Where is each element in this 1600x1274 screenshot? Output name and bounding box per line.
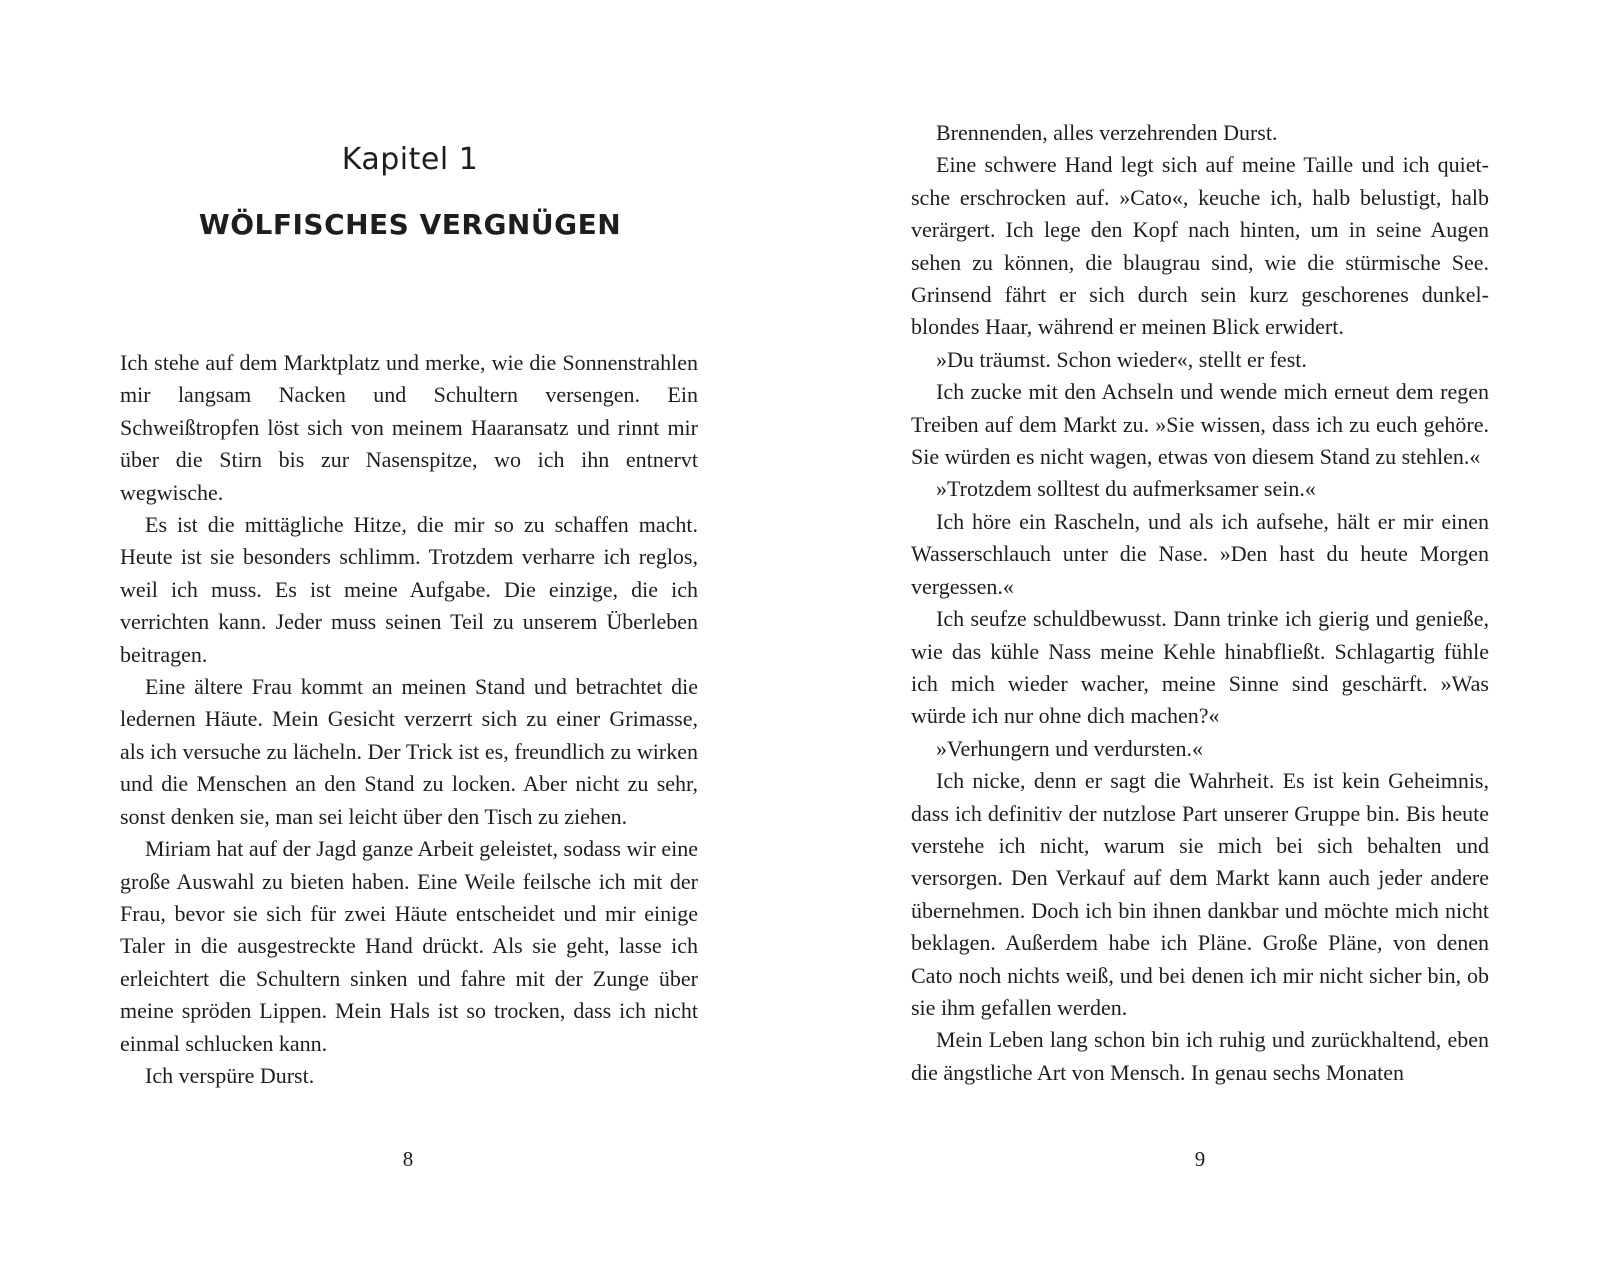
paragraph: Mein Leben lang schon bin ich ruhig und zurückhaltend, eben die ängstliche Art von Mensch. In genau sechs Monaten	[911, 1027, 1489, 1085]
page-number-left: 8	[402, 1147, 414, 1171]
paragraph: Es ist die mittägliche Hitze, die mir so zu schaffen macht. Heute ist sie besonders schlimm. Trotzdem verharre ich reglos, weil ich muss. Es ist meine Aufgabe. Die einzige, die ich verrichten kann. Jeder muss seinen Teil zu unserem Überleben beitragen.	[120, 512, 698, 667]
paragraph: »Trotzdem solltest du aufmerksamer sein.«	[936, 476, 1316, 502]
page-number-right: 9	[1194, 1147, 1206, 1171]
paragraph: »Du träumst. Schon wieder«, stellt er fest.	[936, 346, 1307, 372]
paragraph: Miriam hat auf der Jagd ganze Arbeit geleistet, sodass wir eine große Auswahl zu bieten haben. Eine Weile feilsche ich mit der Frau, bevor sie sich für zwei Häute entscheidet und mir einige Taler in die ausgestreckte Hand drückt. Als sie geht, lasse ich erleichtert die Schultern sinken und fahre mit der Zunge über meine spröden Lippen. Mein Hals ist so trocken, dass ich nicht einmal schlucken kann.	[120, 836, 698, 1056]
left-page-text	[120, 347, 698, 1092]
paragraph: Ich seufze schuldbewusst. Dann trinke ich gierig und genieße, wie das kühle Nass meine Kehle hinabfließt. Schlagartig fühle ich mich wieder wacher, meine Sinne sind geschärft. »Was würde ich nur ohne dich machen?«	[911, 606, 1489, 729]
paragraph: Ich höre ein Rascheln, und als ich aufsehe, hält er mir einen Wasserschlauch unter die Nase. »Den hast du heute Morgen vergessen.«	[911, 508, 1489, 599]
paragraph: Eine schwere Hand legt sich auf meine Taille und ich quietsche erschrocken auf. »Cato«, keuche ich, halb belustigt, halb verärgert. Ich lege den Kopf nach hinten, um in seine Augen sehen zu können, die blaugrau sind, wie die stürmische See. Grinsend fährt er sich durch sein kurz geschorenes dunkelblondes Haar, während er meinen Blick erwidert.	[911, 152, 1489, 340]
paragraph: Ich stehe auf dem Marktplatz und merke, wie die Sonnenstrahlen mir langsam Nacken und Schultern versengen. Ein Schweißtropfen löst sich von meinem Haaransatz und rinnt mir über die Stirn bis zur Nasenspitze, wo ich ihn entnervt wegwische.	[120, 350, 698, 505]
paragraph: Eine ältere Frau kommt an meinen Stand und betrachtet die ledernen Häute. Mein Gesicht verzerrt sich zu einer Grimasse, als ich versuche zu lächeln. Der Trick ist es, freundlich zu wirken und die Menschen an den Stand zu locken. Aber nicht zu sehr, sonst denken sie, man sei leicht über den Tisch zu ziehen.	[120, 674, 698, 829]
paragraph: Ich nicke, denn er sagt die Wahrheit. Es ist kein Geheimnis, dass ich definitiv der nutzlose Part unserer Gruppe bin. Bis heute verstehe ich nicht, warum sie mich bei sich behalten und versorgen. Den Verkauf auf dem Markt kann auch jeder andere übernehmen. Doch ich bin ihnen dankbar und möchte mich nicht beklagen. Außerdem habe ich Pläne. Große Pläne, von denen Cato noch nichts weiß, und bei denen ich mir nicht sicher bin, ob sie ihm gefallen werden.	[911, 768, 1489, 1020]
right-page-text	[911, 117, 1489, 1089]
paragraph: Ich verspüre Durst.	[145, 1062, 315, 1088]
right-page	[800, 0, 1600, 1274]
paragraph: »Verhungern und verdursten.«	[936, 735, 1203, 761]
paragraph: Ich zucke mit den Achseln und wende mich erneut dem regen Treiben auf dem Markt zu. »Sie wissen, dass ich zu euch gehöre. Sie würden es nicht wagen, etwas von diesem Stand zu stehlen.«	[911, 379, 1489, 470]
paragraph: Brennenden, alles verzehrenden Durst.	[936, 120, 1278, 145]
chapter-label: Kapitel 1	[341, 142, 479, 177]
chapter-title: WÖLFISCHES VERGNÜGEN	[198, 208, 622, 241]
